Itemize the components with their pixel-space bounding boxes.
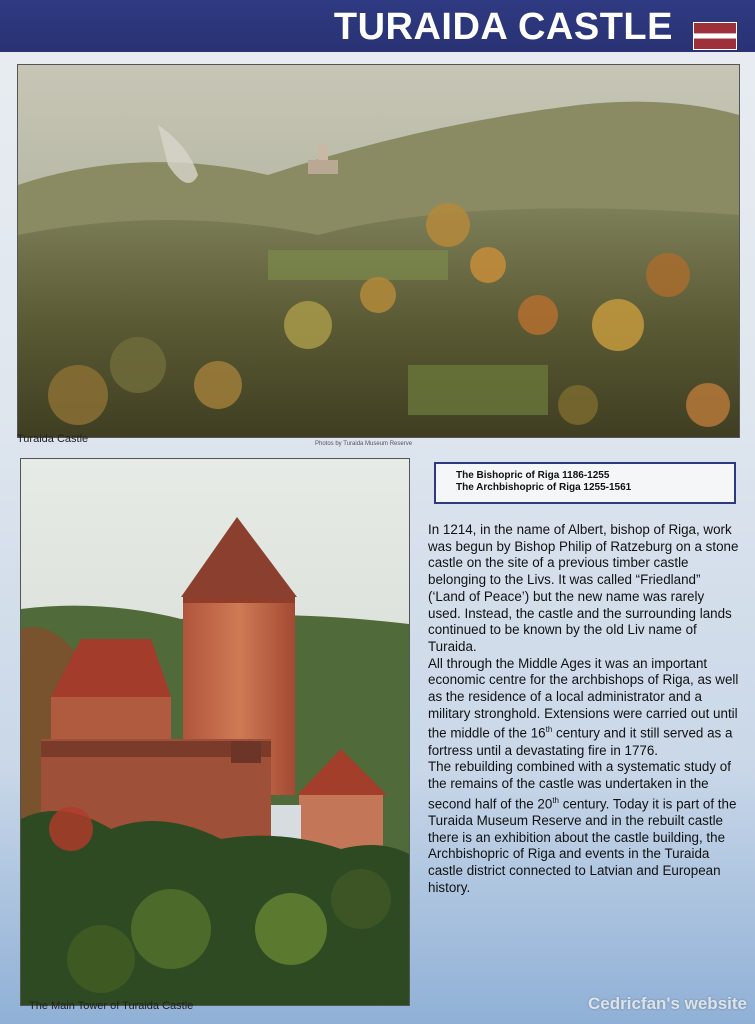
paragraph-3-part-a: The rebuilding combined with a systematic study of the remains of the castle was undertaken in the second half of the 20 xyxy=(428,759,731,812)
info-box-line2: The Archbishopric of Riga 1255-1561 xyxy=(456,482,632,493)
castle-tower-photo xyxy=(20,458,410,1006)
info-box xyxy=(434,462,736,504)
paragraph-3 xyxy=(428,759,740,896)
paragraph-1: In 1214, in the name of Albert, bishop of Riga, work was begun by Bishop Philip of Ratzeburg on a stone castle on the site of a previous timber castle belonging to the Livs. It was called “Friedland” (‘Land of Peace’) but the new name was rarely used. Instead, the castle and the surrounding lands continued to be known by the old Liv name of Turaida. xyxy=(428,522,739,654)
paragraph-3-part-b: century. Today it is part of the Turaida Museum Reserve and in the rebuilt castle there is an exhibition about the castle building, the Archbishopric of Riga and events in the Turaida castle district connected to Latvian and European history. xyxy=(428,796,737,895)
paragraph-2-part-a: All through the Middle Ages it was an important economic centre for the archbishops of Riga, as well as the residence of a local administrator and a military stronghold. Extensions were carried out until the middle of the 16 xyxy=(428,655,739,741)
superscript-th: th xyxy=(545,725,553,735)
page-title: TURAIDA CASTLE xyxy=(333,6,673,48)
photo-credit: Photos by Turaida Museum Reserve xyxy=(315,441,413,447)
paragraph-2-part-b: century and it still served as a fortress until a devastating fire in 1776. xyxy=(428,725,733,758)
header-banner xyxy=(0,0,755,52)
bottom-photo-caption: The Main Tower of Turaida Castle xyxy=(29,1000,194,1012)
info-box-line1: The Bishopric of Riga 1186-1255 xyxy=(456,470,610,481)
top-photo-caption: Turaida Castle xyxy=(17,433,89,445)
paragraph-2 xyxy=(428,656,740,760)
latvian-flag-icon xyxy=(693,22,737,50)
superscript-th: th xyxy=(552,795,559,805)
aerial-landscape-photo xyxy=(17,64,740,438)
history-text xyxy=(428,522,740,896)
watermark: Cedricfan's website xyxy=(588,994,747,1013)
